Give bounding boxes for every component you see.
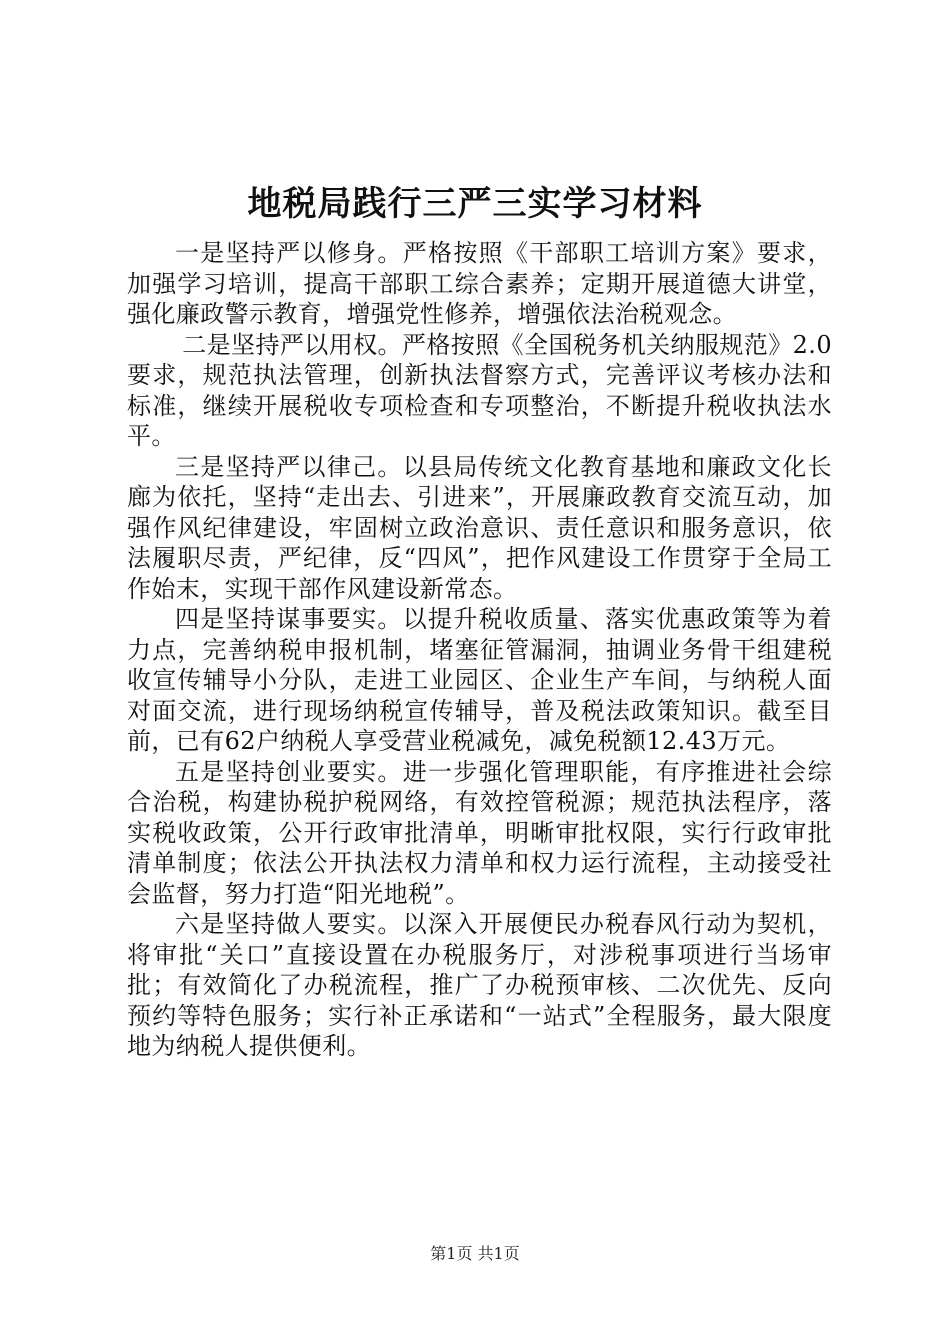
paragraph-2: 二是坚持严以用权。严格按照《全国税务机关纳服规范》2.0要求，规范执法管理，创新执法督察方式，完善评议考核办法和标准，继续开展税收专项检查和专项整治，不断提升税收执法水平。	[127, 330, 832, 450]
paragraph-1: 一是坚持严以修身。严格按照《干部职工培训方案》要求，加强学习培训，提高干部职工综合素养；定期开展道德大讲堂，强化廉政警示教育，增强党性修养，增强依法治税观念。	[127, 239, 832, 328]
page-footer: 第1页 共1页	[430, 1244, 520, 1263]
paragraph-6: 六是坚持做人要实。以深入开展便民办税春风行动为契机，将审批“关口”直接设置在办税服务厅，对涉税事项进行当场审批；有效简化了办税流程，推广了办税预审核、二次优先、反向预约等特色服务；实行补正承诺和“一站式”全程服务，最大限度地为纳税人提供便利。	[127, 910, 832, 1060]
document-title: 地税局践行三严三实学习材料	[247, 184, 703, 224]
paragraph-5: 五是坚持创业要实。进一步强化管理职能，有序推进社会综合治税，构建协税护税网络，有效控管税源；规范执法程序，落实税收政策，公开行政审批清单，明晰审批权限，实行行政审批清单制度；依法公开执法权力清单和权力运行流程，主动接受社会监督，努力打造“阳光地税”。	[127, 757, 832, 908]
document-body	[127, 238, 832, 1062]
paragraph-3: 三是坚持严以律己。以县局传统文化教育基地和廉政文化长廊为依托，坚持“走出去、引进来”，开展廉政教育交流互动，加强作风纪律建设，牢固树立政治意识、责任意识和服务意识，依法履职尽责，严纪律，反“四风”，把作风建设工作贯穿于全局工作始末，实现干部作风建设新常态。	[127, 452, 832, 603]
paragraph-4: 四是坚持谋事要实。以提升税收质量、落实优惠政策等为着力点，完善纳税申报机制，堵塞征管漏洞，抽调业务骨干组建税收宣传辅导小分队，走进工业园区、企业生产车间，与纳税人面对面交流，进行现场纳税宣传辅导，普及税法政策知识。截至目前，已有62户纳税人享受营业税减免，减免税额12.43万元。	[127, 605, 832, 755]
